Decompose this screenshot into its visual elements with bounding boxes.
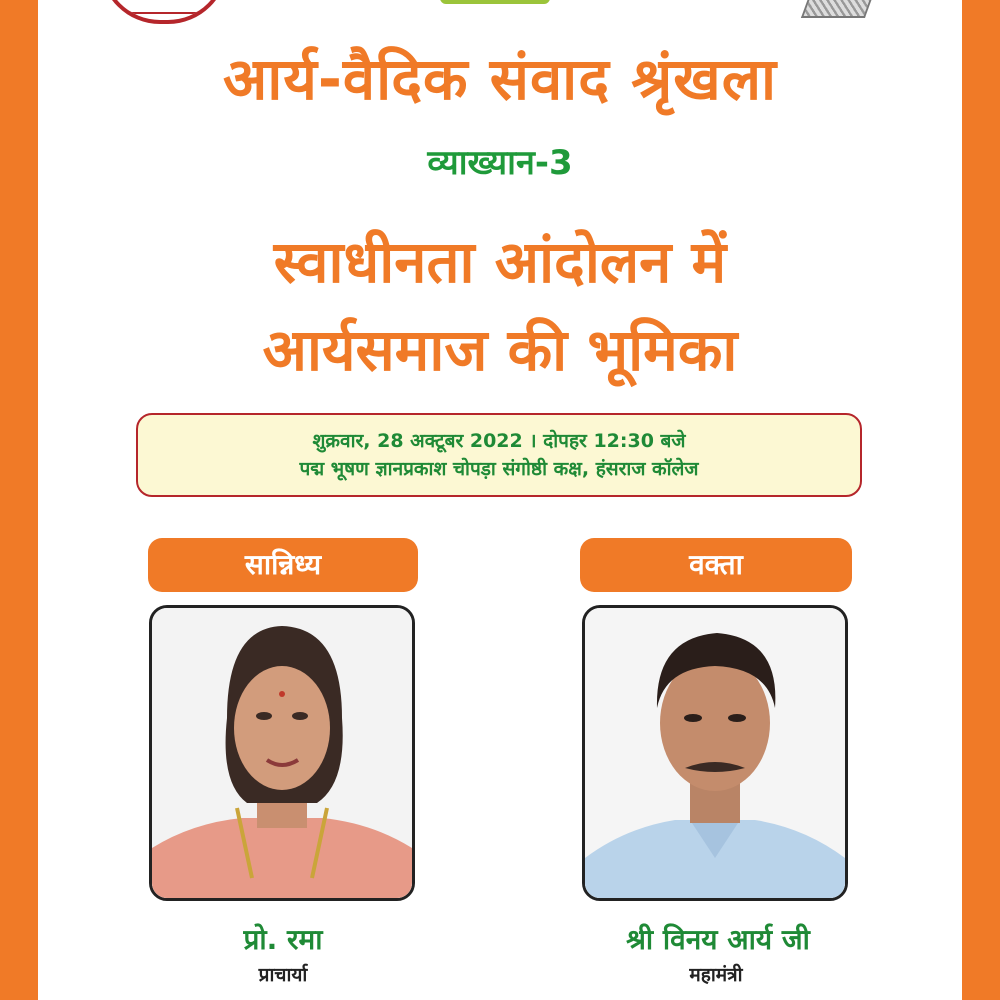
event-date-time: शुक्रवार, 28 अक्टूबर 2022 । दोपहर 12:30 बजे (312, 430, 686, 452)
speaker-designation: महामंत्री (689, 964, 743, 986)
patron-heading: सान्निध्य (148, 538, 418, 592)
lecture-number: व्याख्यान-3 (427, 143, 573, 183)
lecture-topic (40, 218, 960, 394)
topic-line-2: आर्यसमाज की भूमिका (262, 316, 738, 384)
event-info-box (136, 413, 862, 497)
college-logo (100, 0, 228, 24)
patron-designation: प्राचार्या (258, 964, 308, 986)
patron-photo (149, 605, 415, 901)
speaker-photo (582, 605, 848, 901)
left-orange-border (0, 0, 38, 1000)
right-logo (801, 0, 875, 18)
topic-line-1: स्वाधीनता आंदोलन में (273, 228, 727, 296)
speaker-name: श्री विनय आर्य जी (626, 923, 810, 956)
event-venue: पद्म भूषण ज्ञानप्रकाश चोपड़ा संगोष्ठी कक्ष, हंसराज कॉलेज (299, 458, 699, 480)
series-title: आर्य-वैदिक संवाद श्रृंखला (222, 45, 778, 113)
patron-name: प्रो. रमा (243, 923, 323, 956)
speaker-portrait-image (585, 608, 845, 898)
right-orange-border (962, 0, 1000, 1000)
speaker-heading: वक्ता (580, 538, 852, 592)
patron-portrait-image (152, 608, 412, 898)
center-logo (440, 0, 550, 4)
